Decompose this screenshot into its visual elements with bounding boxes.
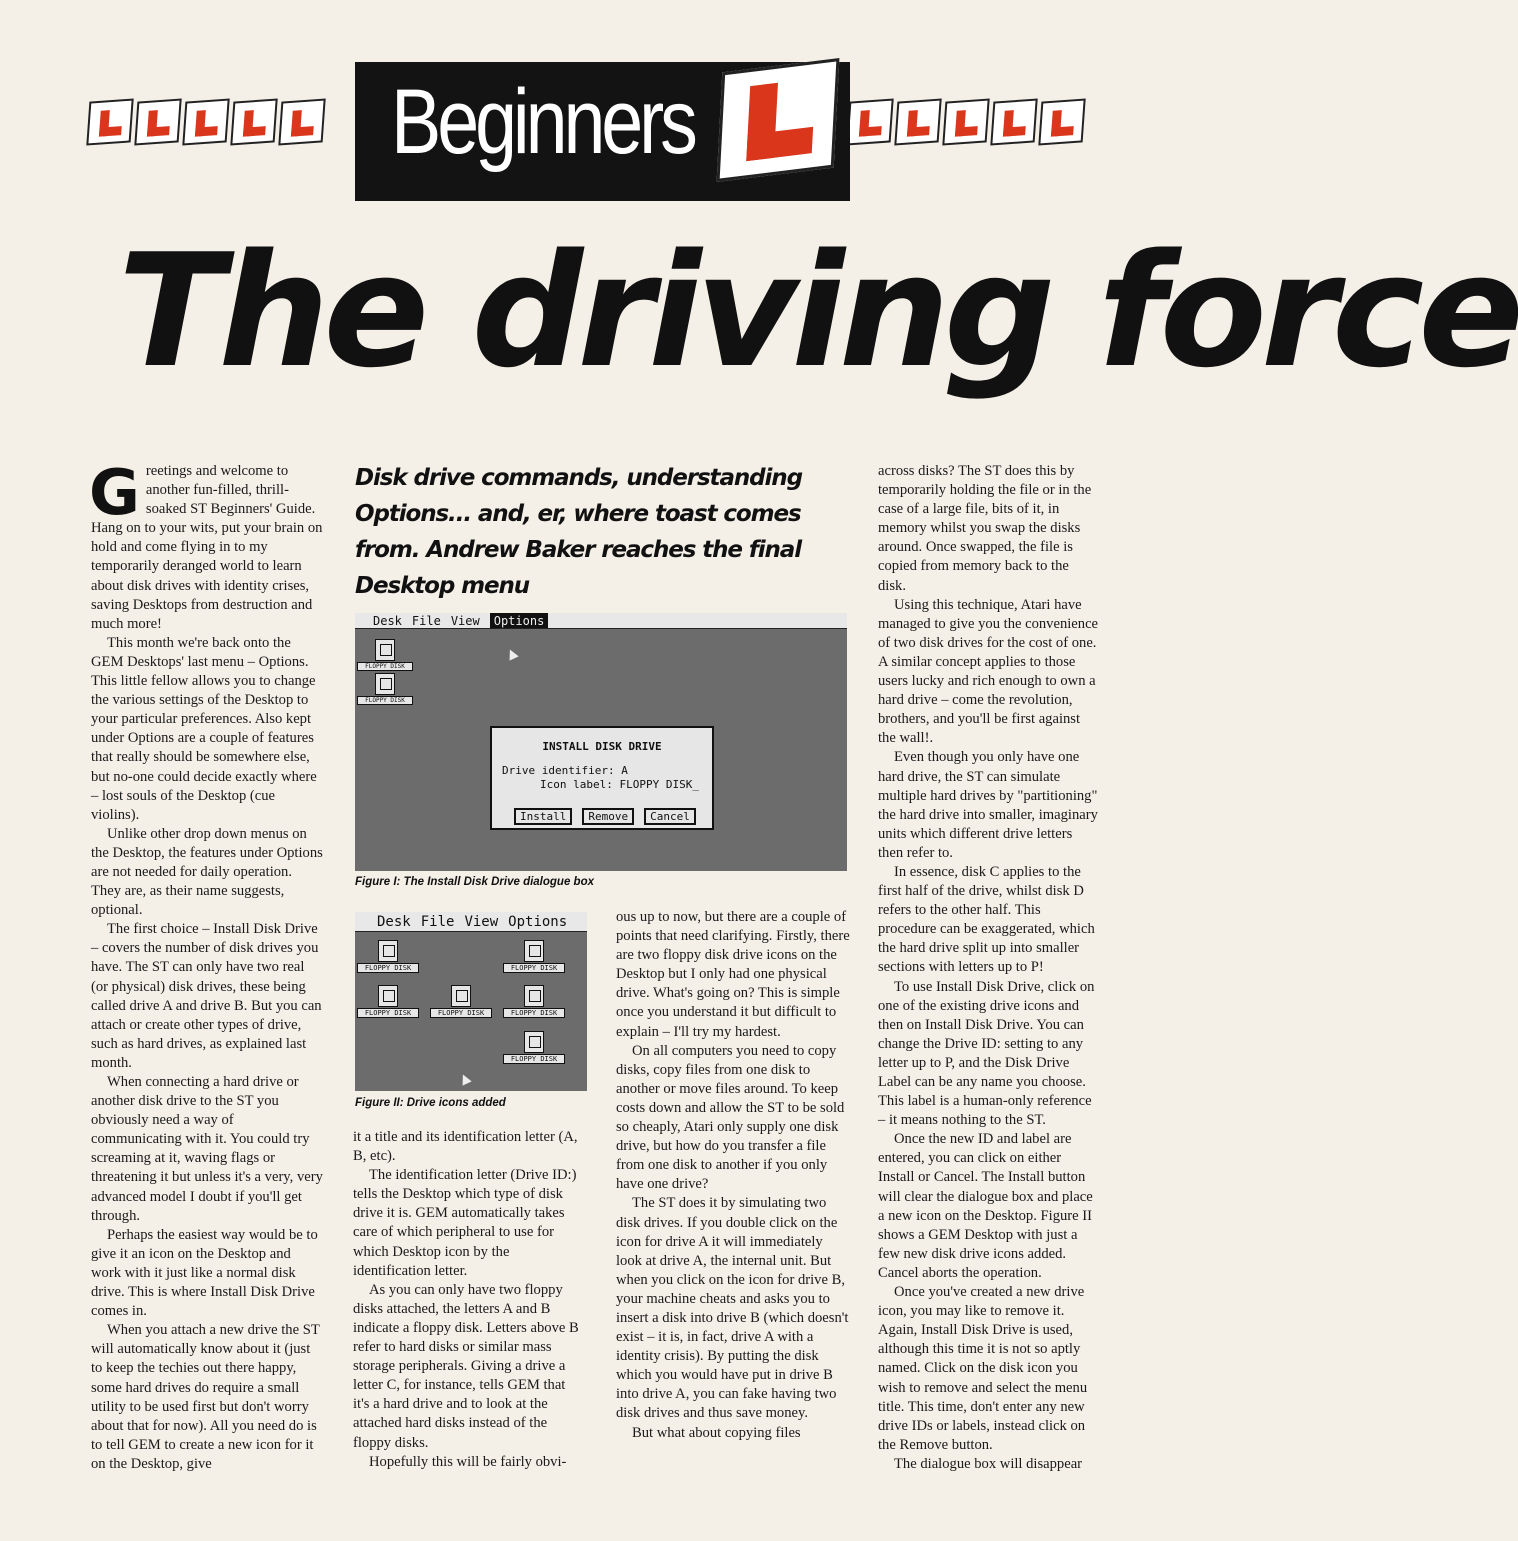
paragraph: across disks? The ST does this by temporarily holding the file or in the case of a large file, bits of it, in memory whilst you swap the disks around. Once swapped, the file is copied from memory back to the disk. [878,463,1092,594]
install-button: Install [514,808,572,825]
paragraph: When you attach a new drive the ST will automatically know about it (just to keep the techies out there happy, some hard drives do require a small utility to be used first but don't worry about that for now). All you need do is to tell GEM to create a new icon for it on the Desktop, give [91,1322,320,1472]
l-plate-icon [846,99,893,146]
menu-desk: Desk [373,614,402,628]
figure-2-caption: Figure II: Drive icons added [355,1097,506,1109]
paragraph: Perhaps the easiest way would be to give it an icon on the Desktop and work with it just like a normal disk drive. This is where Install Disk Drive comes in. [91,1226,318,1320]
paragraph: Using this technique, Atari have managed to give you the convenience of two disk drives for the cost of one. A similar concept applies to those users lucky and rich enough to own a hard drive – come the revolution, brothers, and you'll be first against the wall!. [878,596,1099,747]
drive-identifier-field: Drive identifier: A [502,764,628,777]
column-3 [616,908,851,1443]
l-plate-icon [990,99,1037,146]
l-plate-icon [86,99,133,146]
floppy-disk-icon: FLOPPY DISK [357,985,419,1018]
figure-1-caption: Figure I: The Install Disk Drive dialogue box [355,876,594,888]
l-plate-icon [230,99,277,146]
column-1 [89,456,324,1474]
paragraph: The identification letter (Drive ID:) tells the Desktop which type of disk drive it is. GEM automatically takes care of which peripheral to use for which Desktop icon by the identification letter. [353,1167,577,1279]
paragraph: ous up to now, but there are a couple of points that need clarifying. Firstly, there are two floppy disk drive icons on the Desktop but I only had one physical drive. What's going on? This is simple once you understand it but difficult to explain – I'll try my hardest. [616,909,850,1040]
floppy-disk-icon: FLOPPY DISK [430,985,492,1018]
l-plate-icon [1038,99,1085,146]
menu-view: View [450,614,480,628]
standfirst: Disk drive commands, understanding Options... and, er, where toast comes from. Andrew Baker reaches the final Desktop menu [355,465,802,599]
l-plate-icon [894,99,941,146]
floppy-disk-icon: FLOPPY DISK [357,639,413,671]
floppy-disk-icon: FLOPPY DISK [503,940,565,973]
l-plate-row-left [88,100,324,144]
floppy-disk-icon: FLOPPY DISK [357,673,413,705]
gem-menu-bar [355,912,587,932]
menu-options: Options [490,613,549,628]
menu-file: File [411,614,441,628]
paragraph: When connecting a hard drive or another disk drive to the ST you obviously need a way of communicating with it. You could try screaming at it, waving flags or threatening it but unless it's a very, very advanced model I doubt if you'll get through. [91,1074,323,1224]
figure-1-screenshot [355,613,847,871]
paragraph: On all computers you need to copy disks, copy files from one disk to another or move files around. To keep costs down and allow the ST to be sold so cheaply, Atari only supply one disk drive, but how do you transfer a file from one disk to another if you only have one drive? [616,1042,845,1193]
l-plate-icon [942,99,989,146]
paragraph: it a title and its identification letter (A, B, etc). [353,1129,578,1165]
section-banner [355,62,850,201]
paragraph: To use Install Disk Drive, click on one of the existing drive icons and then on Install Disk Drive. You can change the Drive ID: setting to any letter up to P, and the Disk Drive Label can be any name you choose. This label is a human-only reference – it means nothing to the ST. [878,978,1095,1129]
menu-options: Options [508,914,568,930]
paragraph: The first choice – Install Disk Drive – covers the number of disk drives you have. The ST can only have two real (or physical) disk drives, these being called drive A and drive B. But you can attach or create other types of drive, such as hard drives, as explained last month. [91,921,322,1071]
big-l-plate-icon [717,58,840,182]
l-plate-icon [134,99,181,146]
paragraph: As you can only have two floppy disks attached, the letters A and B indicate a floppy disk. Letters above B refer to hard disks or similar mass storage peripherals. Giving a drive a letter C, for instance, tells GEM that it's a hard drive and to look at the attached hard disks instead of the floppy disks. [353,1281,579,1451]
floppy-disk-icon: FLOPPY DISK [357,940,419,973]
paragraph: This month we're back onto the GEM Desktops' last menu – Options. This little fellow allows you to change the various settings of the Desktop to your particular preferences. Also kept under Options are a couple of features that really should be somewhere else, but no-one could decide exactly where – lost souls of the Desktop (cue violins). [91,634,317,823]
menu-file: File [420,914,455,930]
l-plate-row-right [848,100,1084,144]
mouse-pointer-icon [505,647,518,660]
paragraph: Once the new ID and label are entered, you can click on either Install or Cancel. The Install button will clear the dialogue box and place a new icon on the Desktop. Figure II shows a GEM Desktop with just a few new disk drive icons added. Cancel aborts the operation. [878,1131,1093,1281]
paragraph: Once you've created a new drive icon, you may like to remove it. Again, Install Disk Drive is used, although this time it is not so aptly named. Click on the disk icon you wish to remove and select the menu title. This time, don't enter any new drive IDs or labels, instead click on the Remove button. [878,1284,1088,1453]
l-plate-icon [182,99,229,146]
paragraph: Even though you only have one hard drive, the ST can simulate multiple hard drives by "partitioning" the hard drive into smaller, imaginary units which different drive letters then refer to. [878,749,1098,861]
cancel-button: Cancel [644,808,696,825]
paragraph: Hopefully this will be fairly obvi- [369,1453,567,1470]
paragraph: Unlike other drop down menus on the Desktop, the features under Options are not needed for daily operation. They are, as their name suggests, optional. [91,825,323,919]
column-2 [353,1128,583,1472]
paragraph: Greetings and welcome to another fun-filled, thrill-soaked ST Beginners' Guide. Hang on to your wits, put your brain on hold and come flying in to my temporarily deranged world to learn about disk drives with identity crises, saving Desktops from destruction and much more! [89,456,323,632]
paragraph: In essence, disk C applies to the first half of the drive, whilst disk D refers to the other half. This procedure can be exaggerated, which the hard drive split up into smaller sections with letters up to P! [878,863,1095,976]
remove-button: Remove [582,808,634,825]
floppy-disk-icon: FLOPPY DISK [503,1031,565,1064]
menu-view: View [464,914,499,930]
floppy-disk-icon: FLOPPY DISK [503,985,565,1018]
figure-2-screenshot [355,912,587,1091]
headline: The driving force [118,220,1518,402]
mouse-pointer-icon [458,1072,471,1085]
dialog-title: INSTALL DISK DRIVE [542,740,662,753]
column-4 [878,462,1100,1482]
gem-menu-bar [355,613,847,629]
paragraph: But what about copying files [632,1424,801,1441]
drop-cap: G [89,456,140,529]
paragraph: The ST does it by simulating two disk drives. If you double click on the icon for drive A it will immediately look at drive A, the internal unit. But when you click on the icon for drive B, your machine cheats and asks you to insert a disk into drive B (which doesn't exist – it is, in fact, drive A with a identity crisis). By putting the disk which you would have put in drive B into drive A, you can fake having two disk drives and thus save money. [616,1195,849,1422]
l-plate-icon [278,99,325,146]
install-disk-drive-dialog [490,726,714,830]
icon-label-field: Icon label: FLOPPY DISK_ [540,778,699,791]
section-title: Beginners [391,71,694,173]
menu-desk: Desk [377,914,411,930]
paragraph: The dialogue box will disappear [894,1455,1083,1472]
